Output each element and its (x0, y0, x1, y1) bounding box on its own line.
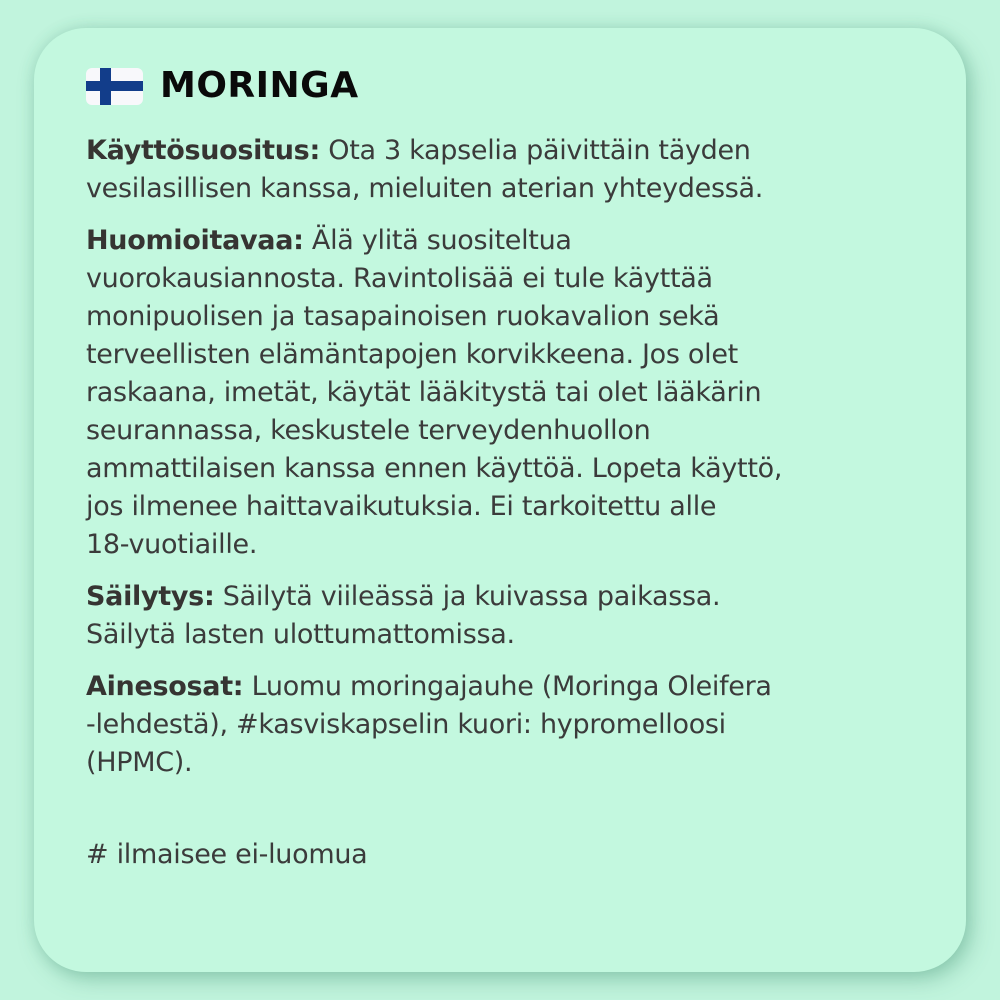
usage-text: Ota 3 kapselia päivittäin täyden (328, 135, 751, 166)
ingredients-text: Luomu moringajauhe (Moringa Oleifera (251, 671, 772, 702)
ingredients-section (86, 668, 946, 782)
warnings-first-line (86, 222, 946, 260)
warnings-line: ammattilaisen kanssa ennen käyttöä. Lopeta käyttö, (86, 453, 783, 484)
ingredients-line: -lehdestä), #kasviskapselin kuori: hypromelloosi (86, 709, 726, 740)
warnings-text: Älä ylitä suositeltua (311, 225, 572, 256)
usage-section (86, 132, 946, 208)
card-header (86, 67, 359, 105)
ingredients-label: Ainesosat: (86, 671, 244, 702)
warnings-line: 18-vuotiaille. (86, 529, 258, 560)
storage-line: Säilytä lasten ulottumattomissa. (86, 619, 515, 650)
storage-label: Säilytys: (86, 581, 215, 612)
warnings-section (86, 222, 946, 564)
warnings-line: vuorokausiannosta. Ravintolisää ei tule käyttää (86, 263, 713, 294)
product-title: MORINGA (160, 65, 359, 106)
warnings-line: seurannassa, keskustele terveydenhuollon (86, 415, 651, 446)
product-info-card (34, 28, 966, 972)
warnings-line: monipuolisen ja tasapainoisen ruokavalion sekä (86, 301, 720, 332)
warnings-label: Huomioitavaa: (86, 225, 304, 256)
ingredients-first-line (86, 668, 946, 706)
usage-first-line (86, 132, 946, 170)
storage-text: Säilytä viileässä ja kuivassa paikassa. (222, 581, 721, 612)
ingredients-line: (HPMC). (86, 747, 193, 778)
warnings-line: terveellisten elämäntapojen korvikkeena. Jos olet (86, 339, 738, 370)
usage-label: Käyttösuositus: (86, 135, 320, 166)
storage-first-line (86, 578, 946, 616)
organic-footnote: # ilmaisee ei-luomua (86, 839, 368, 870)
storage-section (86, 578, 946, 654)
finland-flag-icon (86, 68, 143, 105)
flag-cross-horizontal (86, 81, 143, 91)
warnings-line: raskaana, imetät, käytät lääkitystä tai olet lääkärin (86, 377, 762, 408)
warnings-line: jos ilmenee haittavaikutuksia. Ei tarkoitettu alle (86, 491, 717, 522)
product-details (86, 132, 946, 874)
usage-line: vesilasillisen kanssa, mieluiten aterian yhteydessä. (86, 173, 764, 204)
